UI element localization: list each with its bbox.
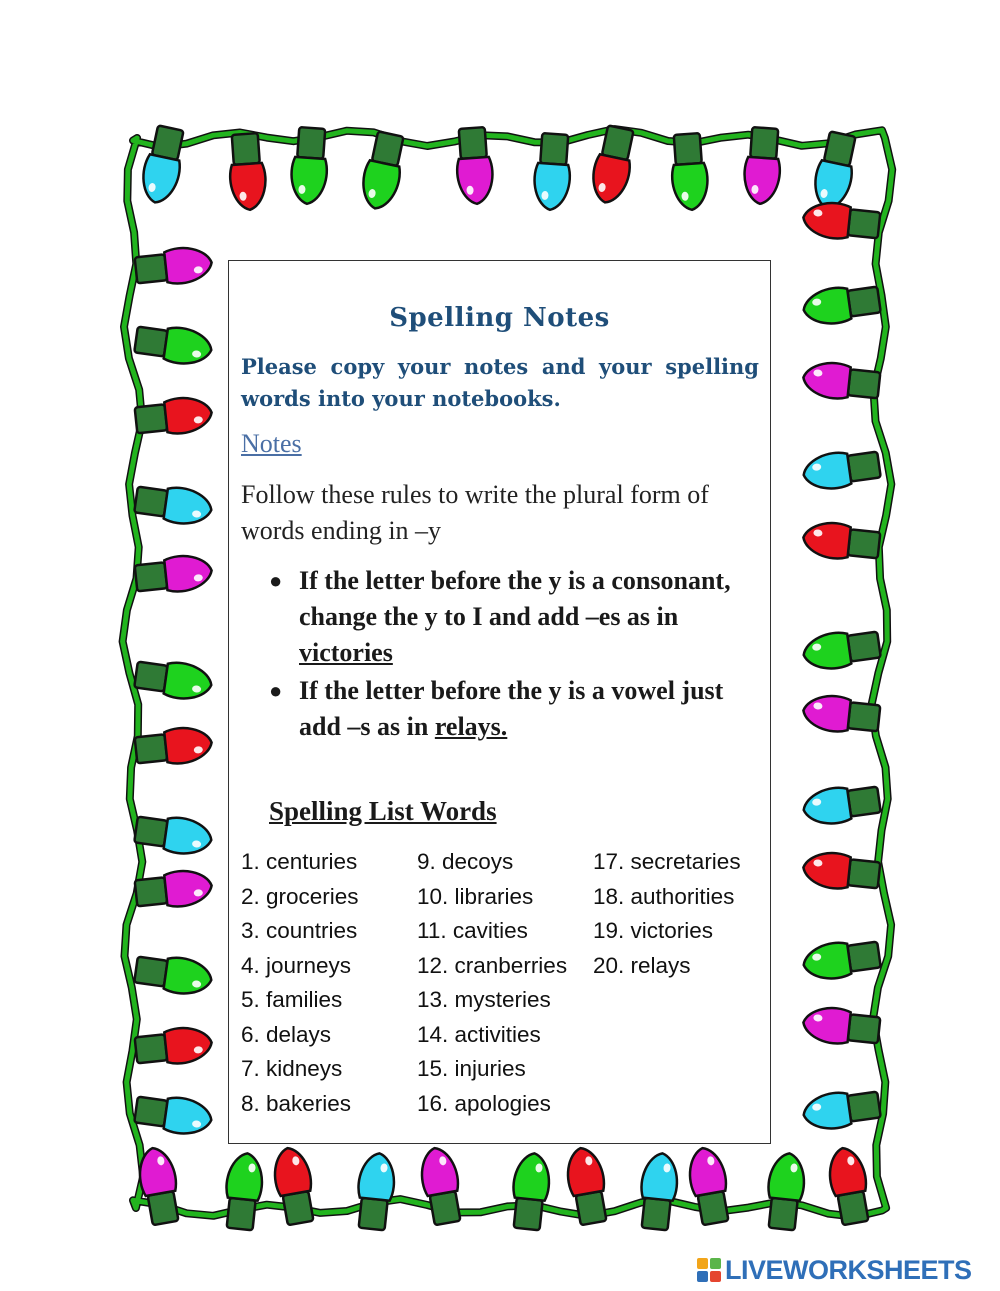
light-bulb-red — [802, 520, 881, 563]
light-bulb-magenta — [417, 1145, 465, 1226]
light-bulb-green — [509, 1152, 552, 1231]
light-bulb-magenta — [802, 1005, 881, 1048]
spelling-word: 13. mysteries — [417, 987, 551, 1012]
light-bulb-cyan — [637, 1152, 680, 1231]
rule-example: victories — [299, 638, 393, 667]
spelling-word: 15. injuries — [417, 1056, 526, 1081]
spelling-word: 1. centuries — [241, 849, 358, 874]
logo-square — [697, 1258, 708, 1269]
spelling-list-heading: Spelling List Words — [269, 796, 497, 826]
light-bulb-red — [802, 200, 881, 243]
light-bulb-green — [134, 322, 214, 367]
light-bulb-red — [227, 133, 267, 211]
light-bulb-cyan — [134, 482, 214, 527]
rule-text: If the letter before the y is a vowel just add –s as in — [299, 676, 724, 741]
light-bulb-cyan — [354, 1152, 397, 1231]
light-bulb-red — [134, 395, 213, 438]
liveworksheets-brand[interactable] — [697, 1255, 972, 1285]
logo-square — [697, 1271, 708, 1282]
light-bulb-magenta — [134, 868, 213, 911]
brand-text: LIVEWORKSHEETS — [725, 1254, 972, 1285]
light-bulb-magenta — [685, 1145, 733, 1226]
rule-item — [269, 563, 749, 671]
light-bulb-cyan — [134, 1092, 214, 1137]
light-bulb-cyan — [801, 1087, 881, 1132]
rule-text: If the letter before the y is a consonant, change the y to I and add –es as in — [299, 566, 731, 631]
light-bulb-green — [801, 627, 881, 672]
light-bulb-red — [270, 1145, 318, 1226]
word-column-1 — [241, 845, 359, 1121]
spelling-word: 18. authorities — [593, 883, 735, 909]
rule-item — [269, 673, 749, 745]
notes-heading: Notes — [241, 429, 302, 458]
spelling-word: 10. libraries — [417, 883, 534, 909]
light-bulb-red — [134, 1025, 213, 1068]
spelling-word: 14. activities — [417, 1021, 541, 1047]
word-column-3 — [593, 845, 741, 983]
rule-intro: Follow these rules to write the plural form of words ending in –y — [241, 480, 709, 545]
logo-square — [710, 1258, 721, 1269]
light-bulb-magenta — [134, 245, 213, 288]
notes-panel — [228, 260, 771, 1144]
light-bulb-green — [134, 657, 214, 702]
spelling-word: 7. kidneys — [241, 1056, 343, 1081]
spelling-word: 9. decoys — [417, 849, 514, 874]
instructions-text: Please copy your notes and your spelling words into your notebooks. — [241, 354, 759, 411]
spelling-word: 19. victories — [593, 918, 714, 943]
spelling-word: 4. journeys — [241, 952, 352, 978]
light-bulb-green — [222, 1152, 265, 1231]
light-bulb-red — [802, 850, 881, 893]
spelling-word: 5. families — [241, 987, 343, 1012]
rules-list — [269, 563, 749, 747]
spelling-word: 3. countries — [241, 918, 358, 943]
spelling-word: 8. bakeries — [241, 1090, 352, 1116]
spelling-word: 16. apologies — [417, 1090, 551, 1116]
light-bulb-cyan — [801, 782, 881, 827]
light-bulb-green — [801, 937, 881, 982]
light-bulb-magenta — [802, 360, 881, 403]
light-bulb-magenta — [135, 1145, 183, 1226]
spelling-word: 12. cranberries — [417, 952, 568, 978]
light-bulb-cyan — [801, 447, 881, 492]
spelling-word: 2. groceries — [241, 883, 359, 909]
liveworksheets-logo-icon — [697, 1258, 721, 1282]
spelling-word: 6. delays — [241, 1021, 332, 1047]
spelling-word: 17. secretaries — [593, 849, 741, 874]
page-title: Spelling Notes — [389, 303, 610, 333]
bullet-icon: ● — [269, 568, 283, 593]
light-bulb-magenta — [134, 553, 213, 596]
spelling-word: 11. cavities — [417, 918, 528, 943]
word-column-2 — [417, 845, 567, 1121]
rule-example: relays. — [434, 712, 508, 741]
light-bulb-green — [801, 282, 881, 327]
light-bulb-cyan — [134, 812, 214, 857]
light-bulb-green — [134, 952, 214, 997]
light-bulb-green — [358, 130, 408, 212]
light-bulb-green — [764, 1152, 807, 1231]
bullet-icon: ● — [269, 678, 283, 703]
logo-square — [710, 1271, 721, 1282]
light-bulb-red — [134, 725, 213, 768]
spelling-word: 20. relays — [593, 952, 691, 978]
light-bulb-cyan — [138, 124, 188, 206]
